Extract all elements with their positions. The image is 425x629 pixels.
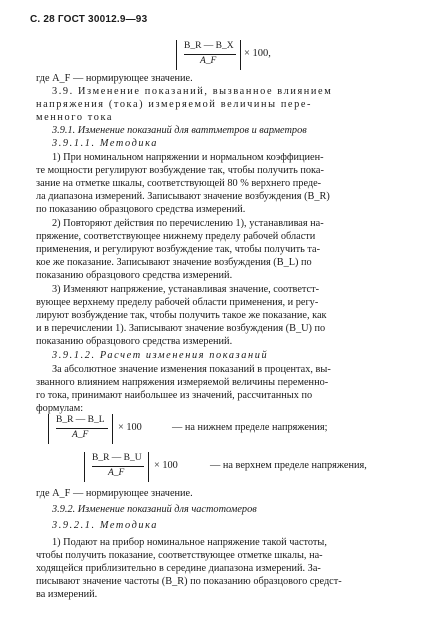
text-line: ва измерений. [36, 589, 98, 600]
abs-bar-left [48, 414, 49, 444]
text-line: зание на отметке шкалы, соответствующей 80 % верхнего преде- [36, 178, 322, 189]
formula-up-numerator: B_R — B_U [92, 453, 142, 463]
text-line: пряжение, соответствующее нижнему пределу рабочей области [36, 231, 316, 242]
text-line: званного влиянием напряжения измеряемой величины переменно- [36, 377, 329, 388]
subsection-heading: 3.9.1. Изменение показаний для ваттметров и варметров [52, 125, 307, 136]
formula-up-times: × 100 [154, 460, 178, 471]
fraction-bar [92, 466, 144, 467]
text-line: За абсолютное значение изменения показаний в процентах, вы- [52, 364, 331, 375]
abs-bar-left [84, 452, 85, 482]
formula-low-note: — на нижнем пределе напряжения; [172, 422, 328, 433]
formula-top-denominator: A_F [200, 56, 217, 66]
text-line: и в перечислении 1). Записывают значение возбуждения (B_U) по [36, 323, 326, 334]
fraction-bar [184, 54, 236, 55]
formula-low-denominator: A_F [72, 430, 89, 440]
text-line: лируют возбуждение так, чтобы получить такое же показание, как [36, 310, 327, 321]
text-line: ходящейся приблизительно в середине диапазона измерений. За- [36, 563, 321, 574]
text-line: те мощности регулируют возбуждение так, чтобы получить пока- [36, 165, 324, 176]
section-heading: напряжения (тока) измеряемой величины пере- [36, 99, 313, 110]
text-line: вующее верхнему пределу рабочей области применения, и регу- [36, 297, 319, 308]
formula-top-times: × 100, [244, 48, 271, 59]
abs-bar-right [240, 40, 241, 70]
abs-bar-right [148, 452, 149, 482]
text-line: где A_F — нормирующее значение. [36, 488, 193, 499]
text-line: по показанию образцового средства измерений. [36, 204, 246, 215]
text-line: 3) Изменяют напряжение, устанавливая значение, соответст- [52, 284, 320, 295]
text-line: ла диапазона измерений. Записывают значение возбуждения (B_R) [36, 191, 330, 202]
text-line: 2) Повторяют действия по перечислению 1), устанавливая на- [52, 218, 324, 229]
formula-up-note: — на верхнем пределе напряжения, [210, 460, 367, 471]
subsection-heading: 3.9.1.1. Методика [52, 138, 159, 149]
formula-low-numerator: B_R — B_L [56, 415, 105, 425]
text-line: показанию образцового средства измерений. [36, 336, 233, 347]
text-line: 1) Подают на прибор номинальное напряжение такой частоты, [52, 537, 327, 548]
text-line: применения, и регулируют возбуждение так, чтобы получить та- [36, 244, 321, 255]
fraction-bar [56, 428, 108, 429]
page-header: С. 28 ГОСТ 30012.9—93 [30, 14, 148, 25]
text-line: кое же показание. Записывают значение возбуждения (B_L) по [36, 257, 312, 268]
formula-up-denominator: A_F [108, 468, 125, 478]
text-line: 1) При номинальном напряжении и нормальном коэффициен- [52, 152, 324, 163]
formula-low-times: × 100 [118, 422, 142, 433]
text-line: чтобы получить показание, соответствующее отметке шкалы, на- [36, 550, 323, 561]
text-line: где A_F — нормирующее значение. [36, 73, 193, 84]
text-line: писывают значение частоты (B_R) по показанию образцового средст- [36, 576, 342, 587]
section-heading: менного тока [36, 112, 114, 123]
subsection-heading: 3.9.2. Изменение показаний для частотомеров [52, 504, 257, 515]
subsection-heading: 3.9.1.2. Расчет изменения показаний [52, 350, 269, 361]
abs-bar-left [176, 40, 177, 70]
text-line: го тока, принимают наибольшее из значений, рассчитанных по [36, 390, 313, 401]
abs-bar-right [112, 414, 113, 444]
subsection-heading: 3.9.2.1. Методика [52, 520, 159, 531]
text-line: формулам: [36, 403, 84, 414]
formula-top-numerator: B_R — B_X [184, 41, 234, 51]
section-heading: 3.9. Изменение показаний, вызванное влиянием [52, 86, 333, 97]
text-line: показанию образцового средства измерений. [36, 270, 233, 281]
